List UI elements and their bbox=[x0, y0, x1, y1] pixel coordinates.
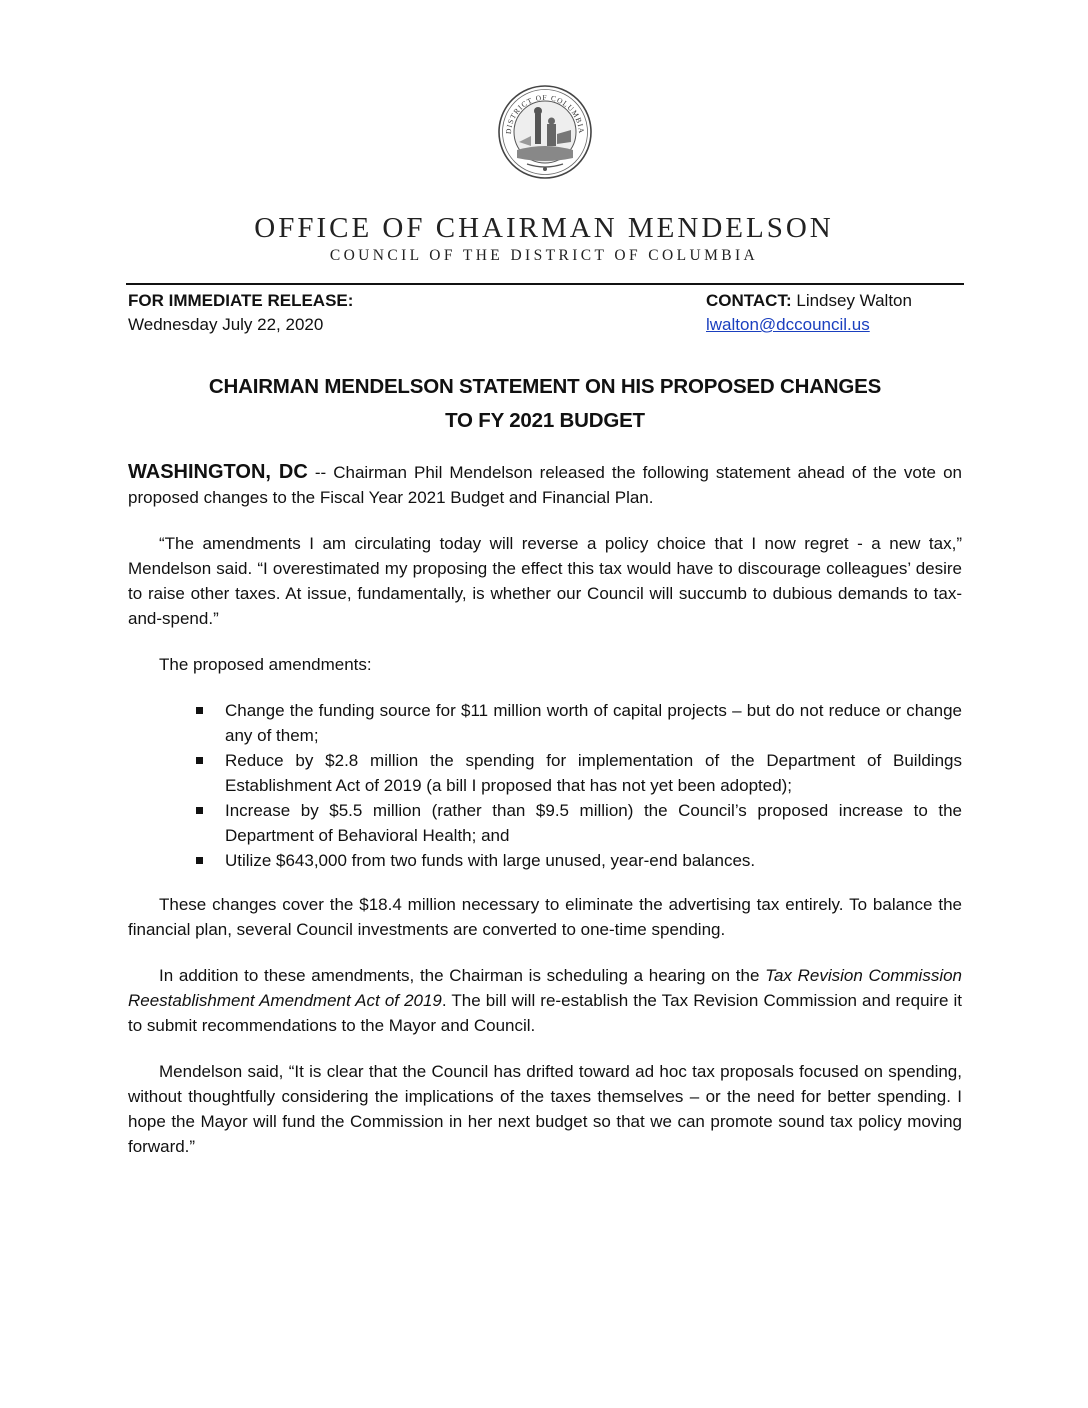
headline-line-1: CHAIRMAN MENDELSON STATEMENT ON HIS PROPOSED CHANGES bbox=[208, 375, 882, 398]
bullet-icon bbox=[196, 707, 203, 714]
contact-block bbox=[706, 289, 912, 337]
press-release-headline bbox=[126, 370, 964, 438]
list-item: Increase by $5.5 million (rather than $9.5 million) the Council’s proposed increase to the Department of Behavioral Health; and bbox=[225, 798, 962, 848]
act-title: Tax Revision Commission Reestablishment Amendment Act of 2019 bbox=[128, 966, 963, 1010]
svg-text:DISTRICT OF COLUMBIA: DISTRICT OF COLUMBIA bbox=[503, 93, 587, 135]
quote-paragraph: “The amendments I am circulating today will reverse a policy choice that I now regret - a new tax,” Mendelson said. “I overestimated my proposing the effect this tax would have to discourage colleagues’ desire to raise other taxes. At issue, fundamentally, is whether our Council will succumb to dubious demands to tax-and-spend.” bbox=[128, 534, 962, 628]
list-item: Reduce by $2.8 million the spending for implementation of the Department of Buildings Establishment Act of 2019 (a bill I proposed that has not yet been adopted); bbox=[225, 748, 962, 798]
bullet-icon bbox=[196, 807, 203, 814]
list-item: Utilize $643,000 from two funds with large unused, year-end balances. bbox=[225, 848, 962, 873]
header-divider bbox=[126, 283, 964, 285]
dc-seal-logo bbox=[497, 84, 593, 180]
intro-text: Chairman Phil Mendelson released the following statement ahead of the vote on proposed changes to the Fiscal Year 2021 Budget and Financial Plan. bbox=[128, 463, 962, 507]
bullet-icon bbox=[196, 757, 203, 764]
contact-email-link[interactable]: lwalton@dccouncil.us bbox=[706, 315, 870, 334]
bullet-icon bbox=[196, 857, 203, 864]
council-subtitle: COUNCIL OF THE DISTRICT OF COLUMBIA bbox=[329, 247, 759, 264]
changes-paragraph: These changes cover the $18.4 million necessary to eliminate the advertising tax entirely. To balance the financial plan, several Council investments are converted to one-time spending. bbox=[128, 895, 962, 939]
list-item: Change the funding source for $11 million worth of capital projects – but do not reduce or change any of them; bbox=[225, 698, 962, 748]
contact-name: Lindsey Walton bbox=[796, 291, 912, 310]
release-block bbox=[128, 289, 353, 337]
office-title: OFFICE OF CHAIRMAN MENDELSON bbox=[254, 212, 834, 244]
release-body bbox=[128, 460, 962, 1180]
contact-label: CONTACT: bbox=[706, 291, 792, 310]
intro-paragraph bbox=[128, 460, 962, 510]
hearing-paragraph: In addition to these amendments, the Chairman is scheduling a hearing on the Tax Revision Commission Reestablishment Amendment Act of 2019. The bill will re-establish the Tax Revision Commission and require it to submit recommendations to the Mayor and Council. bbox=[128, 966, 963, 1035]
amendments-list bbox=[128, 698, 962, 873]
release-date: Wednesday July 22, 2020 bbox=[128, 315, 324, 334]
headline-line-2: TO FY 2021 BUDGET bbox=[445, 409, 645, 432]
dateline-separator: -- bbox=[307, 463, 334, 482]
contact-line bbox=[706, 289, 912, 313]
release-label: FOR IMMEDIATE RELEASE: bbox=[128, 291, 354, 310]
amendments-intro: The proposed amendments: bbox=[159, 655, 372, 674]
closing-quote-paragraph: Mendelson said, “It is clear that the Council has drifted toward ad hoc tax proposals focused on spending, without thoughtfully considering the implications of the taxes themselves – or the need for better spending. I hope the Mayor will fund the Commission in her next budget so that we can promote sound tax policy moving forward.” bbox=[128, 1062, 962, 1156]
dateline: WASHINGTON, DC bbox=[128, 461, 308, 483]
